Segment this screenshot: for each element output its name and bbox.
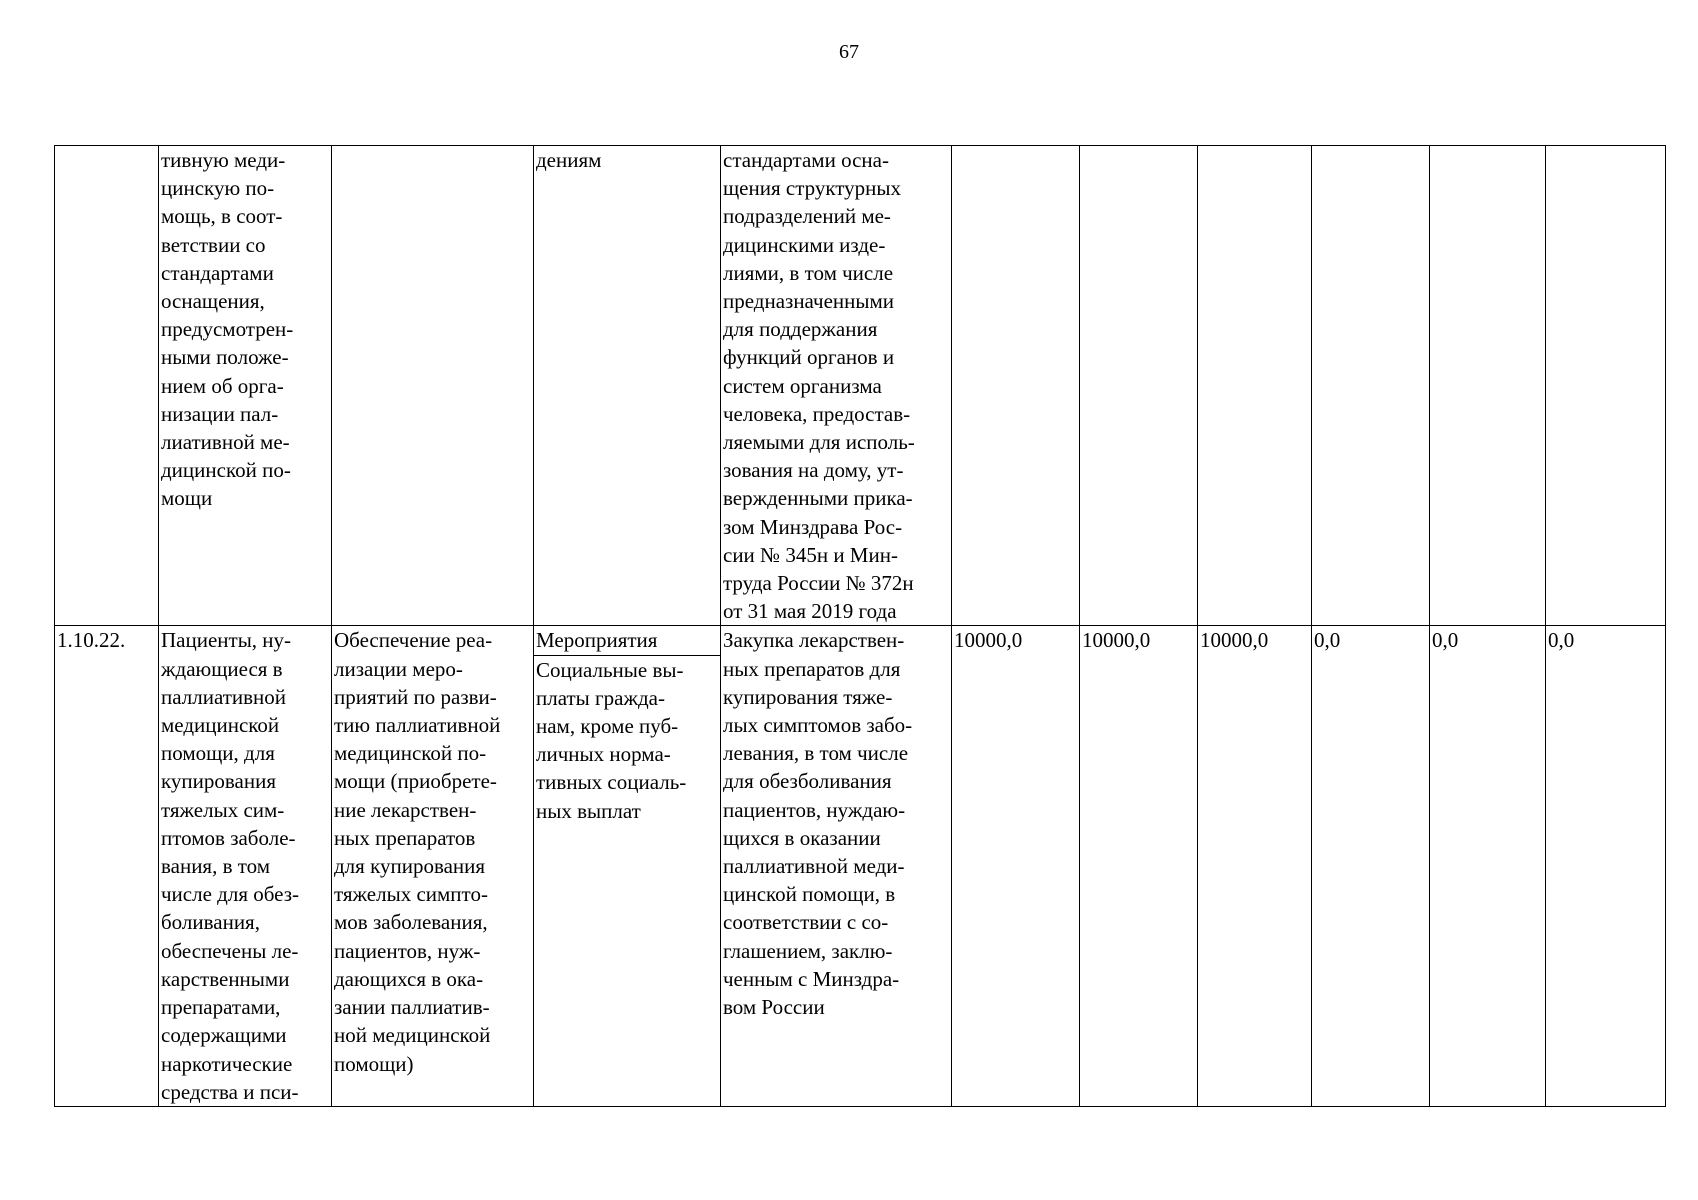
- value-cell: [1198, 146, 1312, 626]
- result-cell: Закупка лекарствен- ных препаратов для купирования тяже- лых симптомов забо- левания, в том числе для обезболивания пациентов, нуждаю- щихся в оказании паллиативной меди- цинской помощи, в соответствии с со- глашением, заклю- ченным с Минздра- вом России: [721, 626, 952, 1106]
- measure-cell: [332, 146, 534, 626]
- payment-type-cell: [534, 626, 721, 1106]
- row-number-cell: [55, 146, 159, 626]
- value-cell: 0,0: [1312, 626, 1430, 1106]
- row-number-cell: 1.10.22.: [55, 626, 159, 1106]
- value-cell: [1080, 146, 1198, 626]
- value-cell: 0,0: [1546, 626, 1666, 1106]
- target-group-cell: тивную меди- цинскую по- мощь, в соот- ветствии со стандартами оснащения, предусмотрен- ными положе- нием об орга- низации пал- лиативной ме- дицинской по- мощи: [159, 146, 332, 626]
- payment-type-text: Социальные вы- платы гражда- нам, кроме пуб- личных норма- тивных социаль- ных выплат: [536, 657, 687, 823]
- value-cell: [952, 146, 1080, 626]
- value-cell: 10000,0: [1198, 626, 1312, 1106]
- result-cell: стандартами осна- щения структурных подразделений ме- дицинскими изде- лиями, в том числе предназначенными для поддержания функций органов и систем организма человека, предостав- ляемыми для исполь- зования на дому, ут- вержденными прика- зом Минздрава Рос- сии № 345н и Мин- труда России № 372н от 31 мая 2019 года: [721, 146, 952, 626]
- page-number: 67: [839, 41, 859, 63]
- value-cell: 10000,0: [952, 626, 1080, 1106]
- payment-type-cell: дениям: [534, 146, 721, 626]
- target-group-cell: Пациенты, ну- ждающиеся в паллиативной медицинской помощи, для купирования тяжелых сим- птомов заболе- вания, в том числе для обез- боливания, обеспечены ле- карственными препаратами, содержащими наркотические средства и пси-: [159, 626, 332, 1106]
- value-cell: 0,0: [1430, 626, 1546, 1106]
- payment-type-header: Мероприятия: [534, 626, 720, 655]
- table-row: [55, 146, 1666, 626]
- value-cell: [1430, 146, 1546, 626]
- measure-cell: Обеспечение реа- лизации меро- приятий по разви- тию паллиативной медицинской по- мощи (приобрете- ние лекарствен- ных препаратов для купирования тяжелых симпто- мов заболевания, пациентов, нуж- дающихся в ока- зании паллиатив- ной медицинской помощи): [332, 626, 534, 1106]
- value-cell: 10000,0: [1080, 626, 1198, 1106]
- table-row: [55, 626, 1666, 1106]
- value-cell: [1546, 146, 1666, 626]
- document-table: [54, 145, 1666, 1107]
- value-cell: [1312, 146, 1430, 626]
